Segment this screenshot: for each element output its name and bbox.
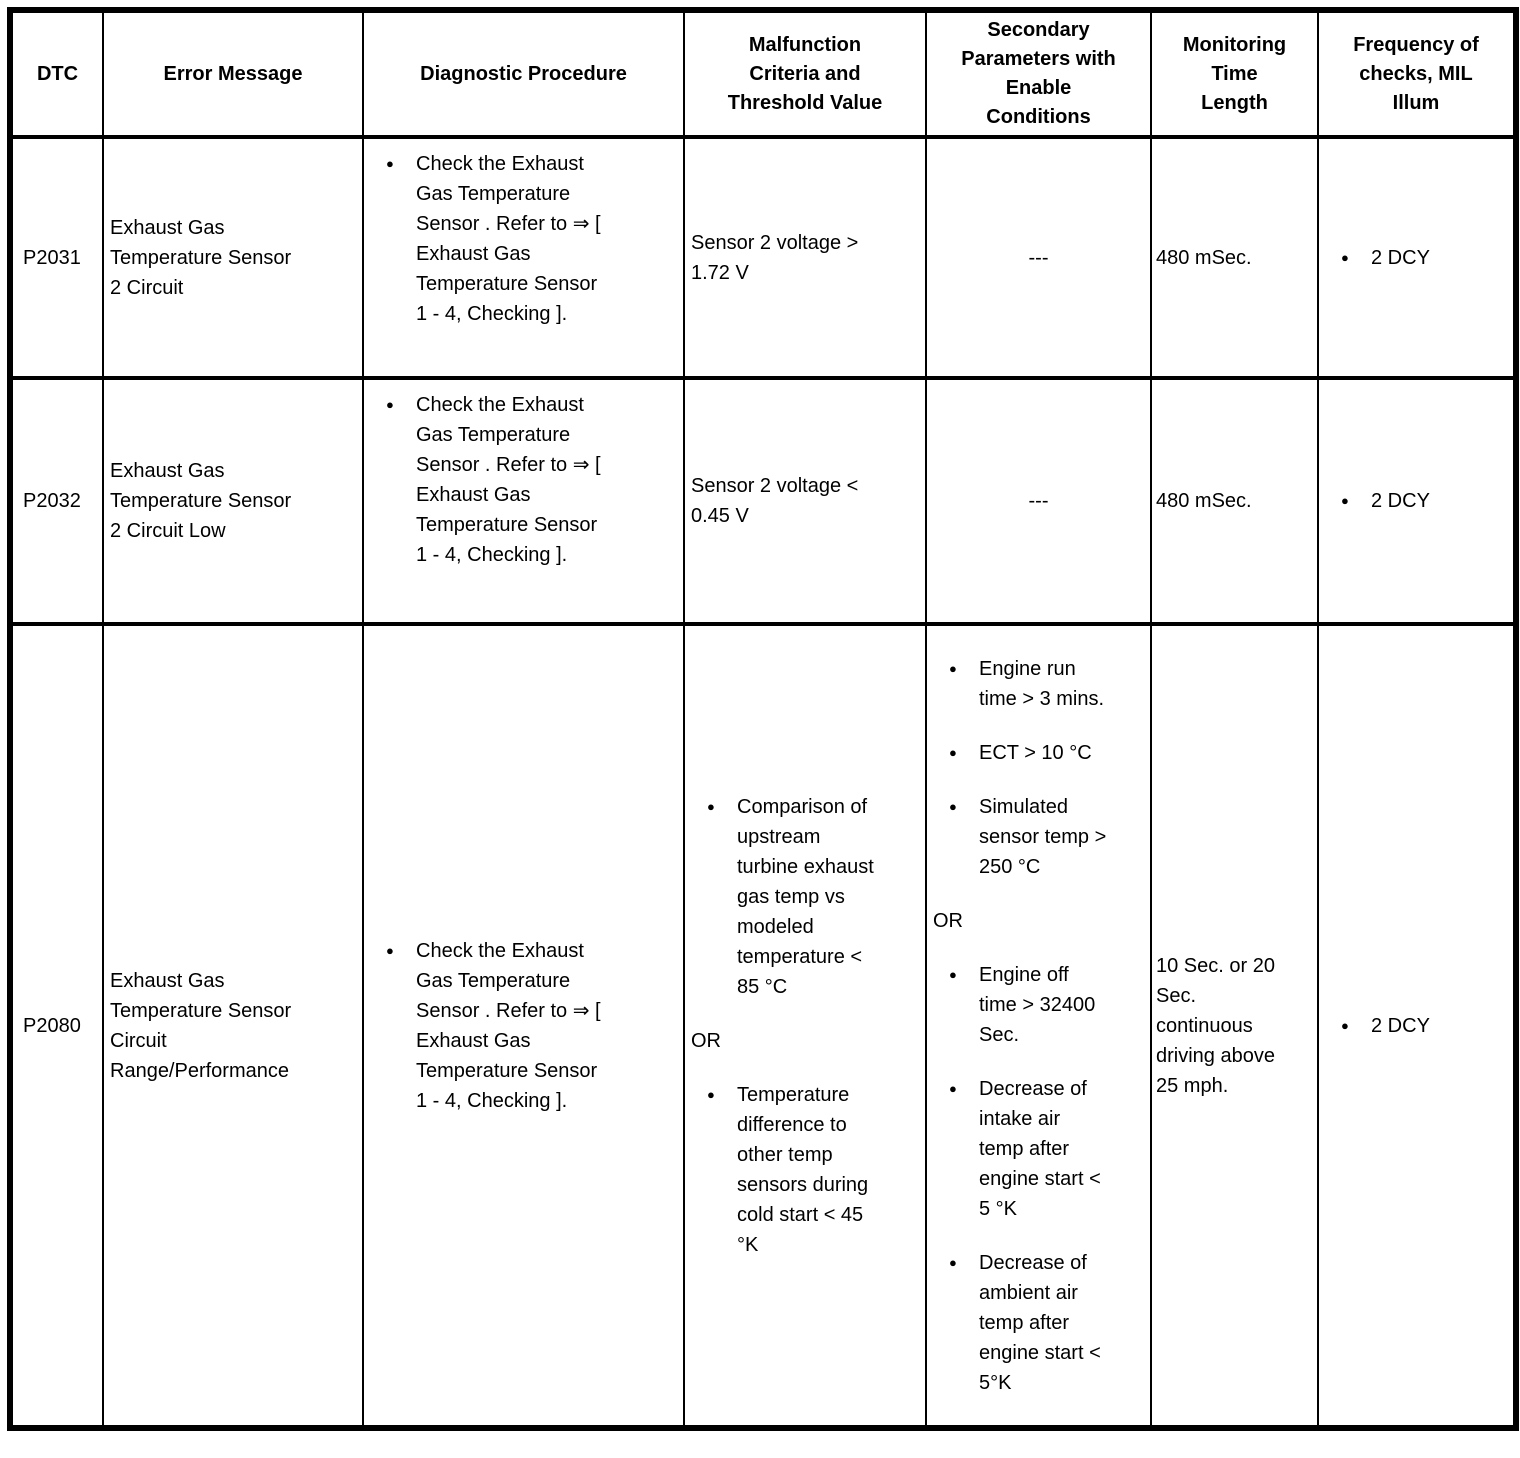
bullet-text: Check the Exhaust Gas Temperature Sensor . Refer to ⇒ [ Exhaust Gas Temperature Sensor 1 - 4, Checking ]. — [416, 394, 601, 566]
cell-secondary-parameters — [926, 624, 1151, 1428]
bullet-icon: ● — [1341, 249, 1349, 265]
table-row-p2032 — [10, 378, 1516, 624]
bullet-text: 2 DCY — [1371, 490, 1430, 512]
cell-monitoring-time: 480 mSec. — [1151, 378, 1318, 624]
bullet-text: Engine run time > 3 mins. — [979, 657, 1105, 710]
column-header-malfunction-criteria: Malfunction Criteria and Threshold Value — [684, 10, 926, 137]
bullet-icon: ● — [1341, 493, 1349, 508]
column-header-monitoring-time: Monitoring Time Length — [1151, 10, 1318, 137]
bullet-text: 2 DCY — [1371, 246, 1430, 269]
bullet-list-item — [386, 390, 613, 570]
bullet-icon: ● — [949, 966, 957, 982]
cell-dtc: P2032 — [10, 378, 103, 624]
column-header-diagnostic-procedure: Diagnostic Procedure — [363, 10, 684, 137]
cell-diagnostic-procedure — [363, 137, 684, 378]
bullet-text: Temperature difference to other temp sensors during cold start < 45 °K — [737, 1083, 869, 1256]
bullet-text: Engine off time > 32400 Sec. — [979, 963, 1096, 1046]
bullet-list-item — [949, 738, 1108, 768]
table-row-p2031 — [10, 137, 1516, 378]
bullet-list-item — [386, 149, 613, 329]
cell-dtc: P2031 — [10, 137, 103, 378]
cell-secondary-parameters: --- — [926, 378, 1151, 624]
bullet-list-item — [949, 960, 1108, 1050]
bullet-icon: ● — [386, 397, 394, 412]
cell-frequency — [1318, 624, 1516, 1428]
bullet-icon: ● — [949, 660, 957, 676]
cell-monitoring-time: 10 Sec. or 20 Sec. continuous driving above 25 mph. — [1151, 624, 1318, 1428]
bullet-icon: ● — [949, 744, 957, 760]
cell-frequency — [1318, 137, 1516, 378]
bullet-icon: ● — [386, 156, 394, 171]
bullet-text: Decrease of intake air temp after engine start < 5 °K — [979, 1077, 1101, 1220]
or-separator-label: OR — [933, 909, 963, 932]
bullet-text: 2 DCY — [1371, 1014, 1430, 1037]
table-row-p2080 — [10, 624, 1516, 1428]
bullet-text: Check the Exhaust Gas Temperature Sensor . Refer to ⇒ [ Exhaust Gas Temperature Sensor 1 - 4, Checking ]. — [416, 153, 601, 325]
bullet-list-item — [707, 1080, 880, 1260]
cell-error-message: Exhaust Gas Temperature Sensor 2 Circuit Low — [103, 378, 363, 624]
bullet-text: Check the Exhaust Gas Temperature Sensor . Refer to ⇒ [ Exhaust Gas Temperature Sensor 1 - 4, Checking ]. — [416, 939, 601, 1112]
cell-monitoring-time: 480 mSec. — [1151, 137, 1318, 378]
bullet-list-item — [949, 654, 1108, 714]
header-row — [10, 10, 1516, 137]
bullet-icon: ● — [386, 942, 394, 958]
bullet-list-item — [1341, 1011, 1507, 1041]
bullet-text: Simulated sensor temp > 250 °C — [979, 795, 1107, 878]
bullet-icon: ● — [949, 1080, 957, 1096]
bullet-list-item — [1341, 243, 1507, 273]
cell-malfunction-criteria — [684, 624, 926, 1428]
cell-error-message: Exhaust Gas Temperature Sensor Circuit Range/Performance — [103, 624, 363, 1428]
cell-error-message: Exhaust Gas Temperature Sensor 2 Circuit — [103, 137, 363, 378]
bullet-text: ECT > 10 °C — [979, 741, 1092, 764]
bullet-icon: ● — [707, 798, 715, 814]
bullet-list-item — [949, 792, 1108, 882]
bullet-icon: ● — [949, 1254, 957, 1270]
bullet-text: Decrease of ambient air temp after engine start < 5°K — [979, 1251, 1101, 1394]
bullet-text: Comparison of upstream turbine exhaust gas temp vs modeled temperature < 85 °C — [737, 795, 874, 998]
cell-dtc: P2080 — [10, 624, 103, 1428]
cell-frequency — [1318, 378, 1516, 624]
bullet-icon: ● — [707, 1086, 715, 1102]
column-header-secondary-parameters: Secondary Parameters with Enable Conditions — [926, 10, 1151, 137]
dtc-diagnostics-table — [7, 7, 1519, 1431]
cell-secondary-parameters: --- — [926, 137, 1151, 378]
bullet-icon: ● — [1341, 1017, 1349, 1033]
cell-malfunction-criteria: Sensor 2 voltage > 1.72 V — [684, 137, 926, 378]
bullet-icon: ● — [949, 798, 957, 814]
cell-malfunction-criteria: Sensor 2 voltage < 0.45 V — [684, 378, 926, 624]
column-header-frequency: Frequency of checks, MIL Illum — [1318, 10, 1516, 137]
column-header-error-message: Error Message — [103, 10, 363, 137]
cell-diagnostic-procedure — [363, 378, 684, 624]
bullet-list-item — [949, 1074, 1108, 1224]
bullet-list-item — [707, 792, 880, 1002]
cell-diagnostic-procedure — [363, 624, 684, 1428]
bullet-list-item — [1341, 486, 1507, 516]
or-separator-label: OR — [691, 1029, 721, 1052]
column-header-dtc: DTC — [10, 10, 103, 137]
bullet-list-item — [949, 1248, 1108, 1398]
bullet-list-item — [386, 936, 613, 1116]
